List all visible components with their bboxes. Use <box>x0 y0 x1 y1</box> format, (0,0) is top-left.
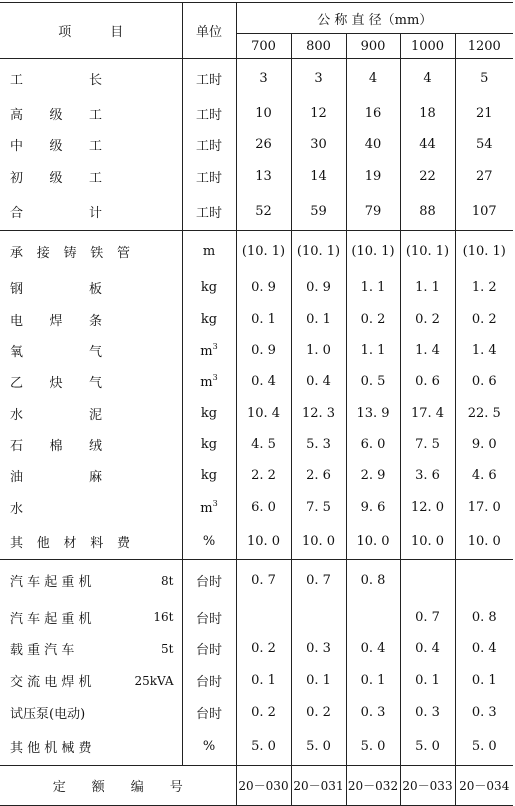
item-char: 电 <box>10 313 24 329</box>
unit-text: % <box>202 739 216 755</box>
value-cell: 0. 8 <box>455 601 513 633</box>
row-item-name <box>0 366 182 397</box>
value-cell: 59 <box>291 192 346 231</box>
value-cell: 16 <box>346 98 400 129</box>
unit-text: m <box>202 244 216 260</box>
value-cell: 7. 5 <box>291 491 346 522</box>
item-char: 工 <box>88 107 102 123</box>
value-cell: 40 <box>346 129 400 160</box>
value-cell: 5. 3 <box>291 429 346 460</box>
machine-name: 汽 车 起 重 机 <box>10 611 92 627</box>
row-item-name <box>0 397 182 428</box>
value-cell: 0. 6 <box>400 366 455 397</box>
value-cell: 30 <box>291 129 346 160</box>
item-char: 级 <box>49 107 63 123</box>
row-item-name <box>0 98 182 129</box>
value-cell: 1. 4 <box>455 335 513 366</box>
machines-section <box>0 560 513 766</box>
row-unit <box>182 160 236 191</box>
value-cell: 3. 6 <box>400 460 455 491</box>
value-cell: 9. 0 <box>455 429 513 460</box>
item-char: 水 <box>10 501 24 517</box>
row-item-name <box>0 304 182 335</box>
machine-row <box>0 633 513 665</box>
value-cell: (10. 1) <box>291 231 346 272</box>
value-cell: 10 <box>236 98 291 129</box>
item-char: 气 <box>88 376 102 392</box>
value-cell: (10. 1) <box>346 231 400 272</box>
row-unit <box>182 59 236 98</box>
row-unit <box>182 601 236 633</box>
material-row <box>0 272 513 303</box>
machine-name-cell <box>0 697 182 729</box>
value-cell: 2. 6 <box>291 460 346 491</box>
value-cell: 88 <box>400 192 455 231</box>
value-cell: 0. 2 <box>400 304 455 335</box>
machine-name-cell <box>0 633 182 665</box>
item-char: 气 <box>88 345 102 361</box>
row-item-name <box>0 491 182 522</box>
item-char: 长 <box>88 72 102 88</box>
value-cell: 13. 9 <box>346 397 400 428</box>
value-cell: 5. 0 <box>346 728 400 765</box>
quota-table <box>0 2 513 806</box>
unit-text: 台时 <box>195 575 222 591</box>
value-cell: 12 <box>291 98 346 129</box>
row-unit <box>182 98 236 129</box>
labor-row <box>0 129 513 160</box>
item-char: 高 <box>10 107 24 123</box>
labor-row <box>0 59 513 98</box>
value-cell: 4. 5 <box>236 429 291 460</box>
item-char: 焊 <box>49 313 63 329</box>
item-char: 中 <box>10 139 24 155</box>
value-cell: 17. 0 <box>455 491 513 522</box>
machine-spec: 16t <box>153 610 174 625</box>
value-cell <box>455 560 513 601</box>
item-char: 板 <box>88 282 102 298</box>
quota-code: 20－034 <box>455 766 513 806</box>
value-cell: 7. 5 <box>400 429 455 460</box>
row-unit <box>182 460 236 491</box>
item-char: 级 <box>49 170 63 186</box>
item-char: 水 <box>10 407 24 423</box>
item-char: 他 <box>36 535 50 551</box>
value-cell: 1. 0 <box>291 335 346 366</box>
row-item-name <box>0 192 182 231</box>
material-row <box>0 304 513 335</box>
value-cell: 0. 3 <box>400 697 455 729</box>
value-cell: 4 <box>400 59 455 98</box>
item-char: 级 <box>49 139 63 155</box>
value-cell: 0. 2 <box>346 304 400 335</box>
item-char: 其 <box>10 535 24 551</box>
value-cell: 5. 0 <box>455 728 513 765</box>
row-item-name <box>0 335 182 366</box>
value-cell: 0. 3 <box>455 697 513 729</box>
value-cell: 27 <box>455 160 513 191</box>
unit-text: 台时 <box>195 707 222 723</box>
unit-text: kg <box>200 311 218 327</box>
machine-spec: 5t <box>161 641 174 656</box>
value-cell: 4. 6 <box>455 460 513 491</box>
machine-name-cell <box>0 728 182 765</box>
value-cell: 0. 1 <box>291 665 346 697</box>
value-cell: 2. 2 <box>236 460 291 491</box>
value-cell <box>236 601 291 633</box>
value-cell: 0. 9 <box>291 272 346 303</box>
labor-section <box>0 59 513 231</box>
row-unit <box>182 272 236 303</box>
machine-name-cell <box>0 560 182 601</box>
value-cell: 5. 0 <box>236 728 291 765</box>
value-cell: 0. 4 <box>291 366 346 397</box>
item-char: 费 <box>116 535 130 551</box>
value-cell <box>291 601 346 633</box>
item-char: 氧 <box>10 345 24 361</box>
value-cell: 0. 9 <box>236 272 291 303</box>
value-cell: (10. 1) <box>455 231 513 272</box>
item-char: 计 <box>88 205 102 221</box>
value-cell: 5. 0 <box>400 728 455 765</box>
material-row <box>0 491 513 522</box>
value-cell: 0. 2 <box>455 304 513 335</box>
unit-text: 台时 <box>195 611 222 627</box>
value-cell: 54 <box>455 129 513 160</box>
unit-text: m <box>200 500 213 516</box>
material-row <box>0 523 513 560</box>
machine-spec: 8t <box>161 573 174 588</box>
row-item-name <box>0 460 182 491</box>
value-cell: 0. 4 <box>236 366 291 397</box>
material-row <box>0 366 513 397</box>
value-cell <box>400 560 455 601</box>
materials-section <box>0 231 513 560</box>
machine-name: 其 他 机 械 费 <box>10 741 92 757</box>
item-char: 泥 <box>88 407 102 423</box>
item-char: 麻 <box>88 470 102 486</box>
value-cell: 18 <box>400 98 455 129</box>
value-cell: 0. 1 <box>291 304 346 335</box>
value-cell: 0. 3 <box>346 697 400 729</box>
item-char: 条 <box>88 313 102 329</box>
unit-superscript: 3 <box>212 498 218 508</box>
item-char: 铁 <box>90 246 104 262</box>
value-cell: 0. 8 <box>346 560 400 601</box>
value-cell: 0. 1 <box>346 665 400 697</box>
value-cell: 0. 4 <box>400 633 455 665</box>
value-cell: 1. 1 <box>346 272 400 303</box>
machine-row <box>0 601 513 633</box>
item-char: 绒 <box>88 438 102 454</box>
quota-code: 20－033 <box>400 766 455 806</box>
value-cell: 0. 4 <box>455 633 513 665</box>
item-char: 材 <box>63 535 77 551</box>
header-diameter: 700 <box>236 34 291 59</box>
item-char: 炔 <box>49 376 63 392</box>
header-diameter: 900 <box>346 34 400 59</box>
machine-name-cell <box>0 665 182 697</box>
value-cell: 12. 3 <box>291 397 346 428</box>
header-diameter: 1000 <box>400 34 455 59</box>
item-char: 接 <box>36 246 50 262</box>
item-char: 棉 <box>49 438 63 454</box>
value-cell: 13 <box>236 160 291 191</box>
item-char: 合 <box>10 205 24 221</box>
unit-text: 工时 <box>195 139 222 155</box>
material-row <box>0 397 513 428</box>
item-char: 乙 <box>10 376 24 392</box>
value-cell: 14 <box>291 160 346 191</box>
value-cell: (10. 1) <box>236 231 291 272</box>
row-item-name <box>0 231 182 272</box>
item-char: 工 <box>88 170 102 186</box>
item-char: 初 <box>10 170 24 186</box>
value-cell: 0. 6 <box>455 366 513 397</box>
value-cell: 9. 6 <box>346 491 400 522</box>
quota-code: 20－032 <box>346 766 400 806</box>
unit-text: % <box>202 533 216 549</box>
unit-text: 工时 <box>195 107 222 123</box>
item-char: 管 <box>116 246 130 262</box>
unit-text: 工时 <box>195 72 222 88</box>
value-cell: 0. 2 <box>236 697 291 729</box>
value-cell: 10. 4 <box>236 397 291 428</box>
row-item-name <box>0 272 182 303</box>
unit-text: kg <box>200 405 218 421</box>
unit-text: m <box>200 375 213 391</box>
unit-text: kg <box>200 280 218 296</box>
row-unit <box>182 523 236 560</box>
unit-text: 台时 <box>195 675 222 691</box>
machine-name-cell <box>0 601 182 633</box>
row-unit <box>182 397 236 428</box>
value-cell: 0. 9 <box>236 335 291 366</box>
value-cell: 107 <box>455 192 513 231</box>
header-unit: 单位 <box>182 3 236 59</box>
value-cell: 0. 1 <box>236 665 291 697</box>
row-item-name <box>0 523 182 560</box>
header-diameter: 1200 <box>455 34 513 59</box>
value-cell: 17. 4 <box>400 397 455 428</box>
item-char: 石 <box>10 438 24 454</box>
row-item-name <box>0 129 182 160</box>
unit-text: 台时 <box>195 643 222 659</box>
labor-row <box>0 160 513 191</box>
value-cell: 0. 2 <box>236 633 291 665</box>
row-item-name <box>0 160 182 191</box>
row-unit <box>182 192 236 231</box>
value-cell: 26 <box>236 129 291 160</box>
machine-row <box>0 665 513 697</box>
quota-code: 20－031 <box>291 766 346 806</box>
value-cell: 6. 0 <box>346 429 400 460</box>
value-cell: 0. 1 <box>455 665 513 697</box>
quota-code: 20－030 <box>236 766 291 806</box>
value-cell: 79 <box>346 192 400 231</box>
row-unit <box>182 429 236 460</box>
value-cell: 19 <box>346 160 400 191</box>
row-unit <box>182 697 236 729</box>
value-cell <box>346 601 400 633</box>
labor-row <box>0 192 513 231</box>
value-cell: 6. 0 <box>236 491 291 522</box>
footer-label: 定 额 编 号 <box>0 766 236 806</box>
value-cell: 0. 7 <box>291 560 346 601</box>
item-char: 承 <box>10 246 24 262</box>
header-item: 项 目 <box>0 3 182 59</box>
machine-name: 试压泵(电动) <box>10 707 86 723</box>
item-char: 钢 <box>10 282 24 298</box>
row-unit <box>182 366 236 397</box>
row-unit <box>182 304 236 335</box>
value-cell: 0. 1 <box>236 304 291 335</box>
value-cell: 21 <box>455 98 513 129</box>
value-cell: 10. 0 <box>455 523 513 560</box>
row-unit <box>182 491 236 522</box>
item-char: 工 <box>88 139 102 155</box>
value-cell: 22 <box>400 160 455 191</box>
machine-row <box>0 560 513 601</box>
value-cell: 44 <box>400 129 455 160</box>
value-cell: 10. 0 <box>346 523 400 560</box>
row-unit <box>182 633 236 665</box>
row-item-name <box>0 59 182 98</box>
value-cell: 1. 4 <box>400 335 455 366</box>
row-unit <box>182 665 236 697</box>
material-row <box>0 460 513 491</box>
value-cell: 2. 9 <box>346 460 400 491</box>
value-cell: 0. 2 <box>291 697 346 729</box>
machine-name: 载 重 汽 车 <box>10 643 75 659</box>
material-row <box>0 429 513 460</box>
unit-superscript: 3 <box>212 373 218 383</box>
value-cell: 10. 0 <box>400 523 455 560</box>
value-cell: 5. 0 <box>291 728 346 765</box>
value-cell: 10. 0 <box>236 523 291 560</box>
material-row <box>0 231 513 272</box>
unit-text: 工时 <box>195 205 222 221</box>
footer-section <box>0 766 513 806</box>
item-char: 工 <box>10 72 24 88</box>
value-cell: 1. 2 <box>455 272 513 303</box>
header-diameter-group: 公 称 直 径（mm） <box>236 3 513 34</box>
machine-row <box>0 728 513 765</box>
labor-row <box>0 98 513 129</box>
value-cell: 12. 0 <box>400 491 455 522</box>
machine-name: 汽 车 起 重 机 <box>10 575 92 591</box>
value-cell: (10. 1) <box>400 231 455 272</box>
row-item-name <box>0 429 182 460</box>
unit-text: kg <box>200 468 218 484</box>
machine-name: 交 流 电 焊 机 <box>10 675 92 691</box>
value-cell: 52 <box>236 192 291 231</box>
machine-row <box>0 697 513 729</box>
value-cell: 1. 1 <box>346 335 400 366</box>
value-cell: 1. 1 <box>400 272 455 303</box>
value-cell: 0. 3 <box>291 633 346 665</box>
item-char: 铸 <box>63 246 77 262</box>
value-cell: 3 <box>236 59 291 98</box>
item-char: 料 <box>90 535 104 551</box>
machine-spec: 25kVA <box>134 673 174 688</box>
value-cell: 0. 1 <box>400 665 455 697</box>
header-diameter: 800 <box>291 34 346 59</box>
value-cell: 10. 0 <box>291 523 346 560</box>
item-char: 油 <box>10 470 24 486</box>
unit-text: kg <box>200 436 218 452</box>
material-row <box>0 335 513 366</box>
value-cell: 22. 5 <box>455 397 513 428</box>
footer-row <box>0 766 513 806</box>
value-cell: 4 <box>346 59 400 98</box>
unit-text: m <box>200 344 213 360</box>
value-cell: 3 <box>291 59 346 98</box>
row-unit <box>182 129 236 160</box>
row-unit <box>182 231 236 272</box>
value-cell: 0. 5 <box>346 366 400 397</box>
value-cell: 0. 7 <box>236 560 291 601</box>
row-unit <box>182 560 236 601</box>
value-cell: 5 <box>455 59 513 98</box>
row-unit <box>182 728 236 765</box>
value-cell: 0. 4 <box>346 633 400 665</box>
unit-superscript: 3 <box>212 342 218 352</box>
unit-text: 工时 <box>195 170 222 186</box>
row-unit <box>182 335 236 366</box>
value-cell: 0. 7 <box>400 601 455 633</box>
